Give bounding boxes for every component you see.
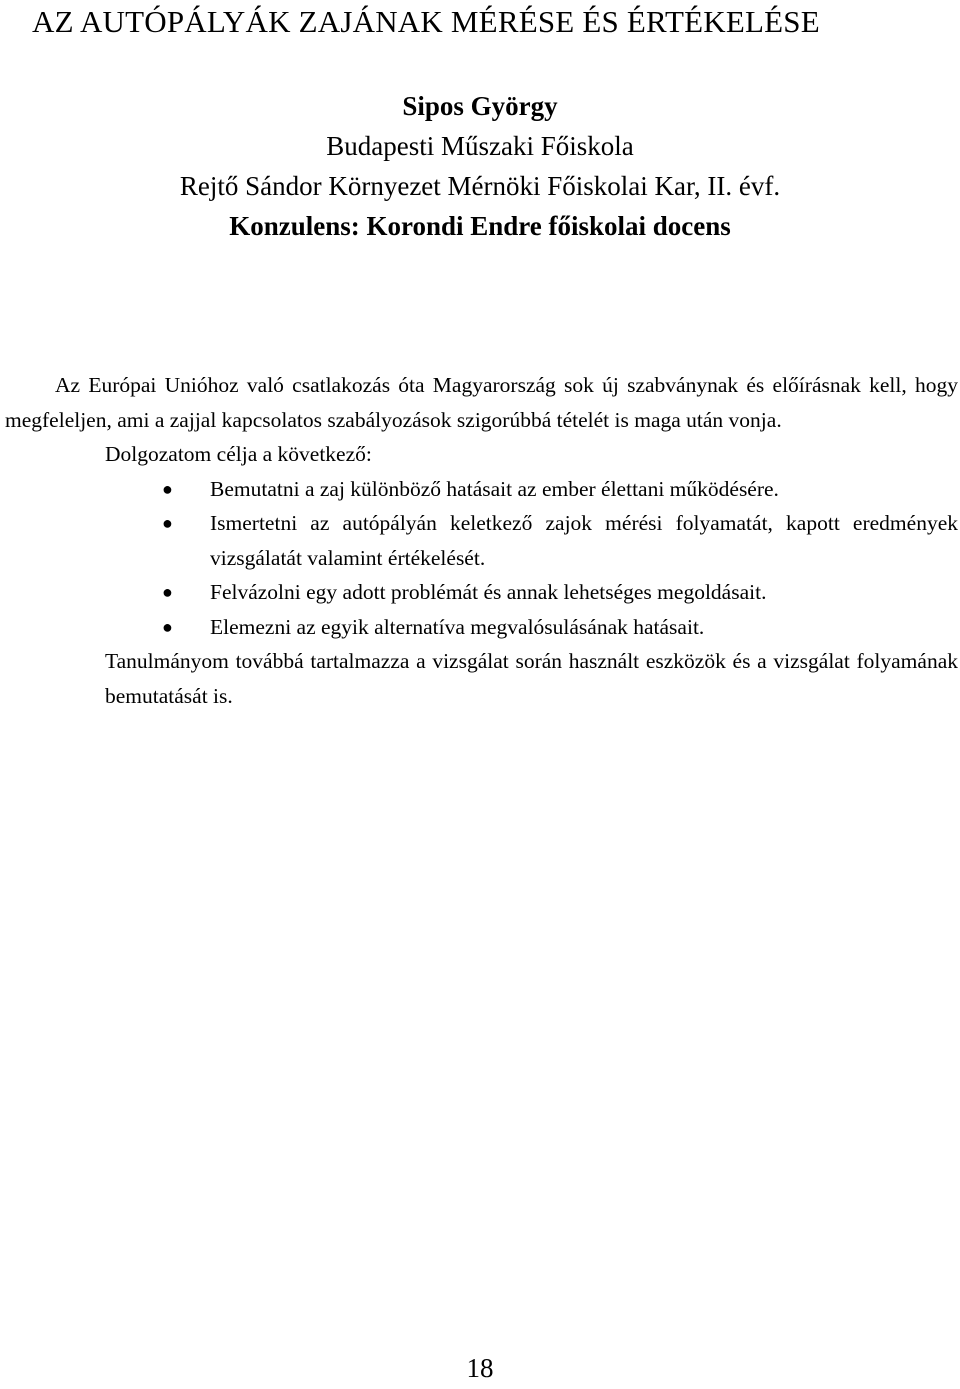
faculty: Rejtő Sándor Környezet Mérnöki Főiskolai Kar, II. évf. xyxy=(179,171,781,201)
bullet-icon: ● xyxy=(162,513,173,533)
goal-text: Felvázolni egy adott problémát és annak lehetséges megoldásait. xyxy=(210,580,767,604)
institution: Budapesti Műszaki Főiskola xyxy=(326,131,634,161)
goal-item xyxy=(162,610,958,645)
page-title: AZ AUTÓPÁLYÁK ZAJÁNAK MÉRÉSE ÉS ÉRTÉKELÉSE xyxy=(32,4,820,39)
author-block xyxy=(0,86,960,246)
bullet-icon: ● xyxy=(162,478,173,499)
intro-paragraph: Az Európai Unióhoz való csatlakozás óta Magyarország sok új szabványnak és előírásnak kell, hogy megfeleljen, ami a zajjal kapcsolatos szabályozások szigorúbbá tételét is maga után vonja. xyxy=(5,373,958,432)
abstract xyxy=(5,368,958,713)
goal-text: Ismertetni az autópályán keletkező zajok mérési folyamatát, kapott eredmények vizsgálatát valamint értékelését. xyxy=(210,511,958,570)
goal-text: Bemutatni a zaj különböző hatásait az ember élettani működésére. xyxy=(210,476,779,501)
goal-item xyxy=(162,575,958,610)
goals-intro: Dolgozatom célja a következő: xyxy=(105,442,372,466)
bullet-icon: ● xyxy=(162,616,173,637)
goal-item xyxy=(162,506,958,575)
advisor: Konzulens: Korondi Endre főiskolai docens xyxy=(229,211,731,241)
author-name: Sipos György xyxy=(402,91,558,121)
goal-text: Elemezni az egyik alternatíva megvalósulásának hatásait. xyxy=(210,614,705,639)
page-number: 18 xyxy=(466,1353,494,1383)
goal-item xyxy=(162,472,958,507)
bullet-icon: ● xyxy=(162,582,173,602)
goals-list xyxy=(5,472,958,645)
closing-paragraph: Tanulmányom továbbá tartalmazza a vizsgálat során használt eszközök és a vizsgálat folyamának bemutatását is. xyxy=(105,649,958,708)
